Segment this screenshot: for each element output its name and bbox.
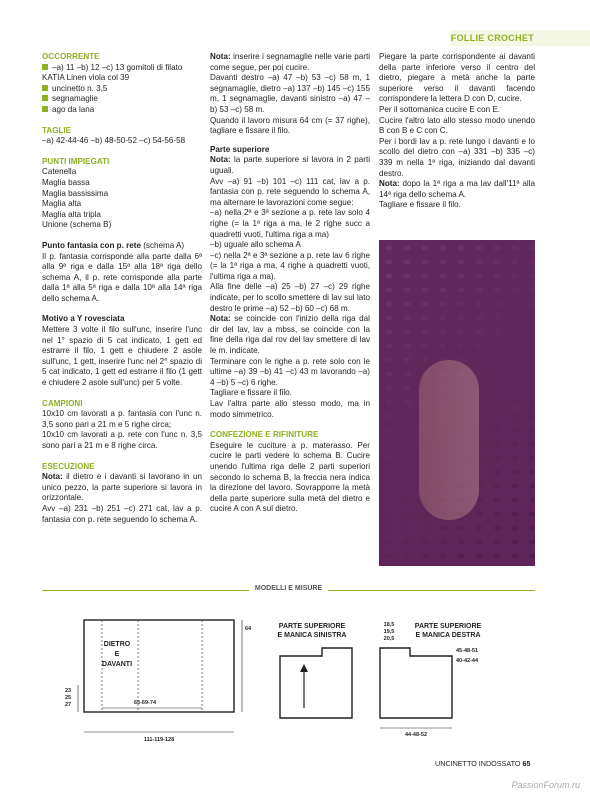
- body-text: Per i bordi lav a p. rete lungo i davanti e lo scollo del dietro con –a) 331 –b) 335 –c) 339 m nella 1ª riga, iniziando dal davanti destro.: [379, 136, 535, 178]
- body-text: Alla fine delle –a) 25 –b) 27 –c) 29 righe indicate, per lo scollo smettere di lav sul lato destro le prime –a) 52 –b) 60 –c) 68 m.: [210, 282, 370, 313]
- left-label-3: DAVANTI: [101, 661, 133, 668]
- mid-label-1: PARTE SUPERIORE: [278, 623, 346, 630]
- diagram-svg: [42, 610, 535, 745]
- punti-item: Maglia alta: [42, 199, 82, 209]
- right-bottom-label: 44-48-52: [404, 732, 428, 738]
- body-text: Cucire l'altro lato allo stesso modo unendo B con B e C con C.: [379, 115, 535, 136]
- occorrente-line: KATIA Linen viola col 39: [42, 73, 130, 83]
- body-text: Lav l'altra parte allo stesso modo, ma in modo simmetrico.: [210, 399, 370, 419]
- arrow-head-icon: [300, 664, 308, 672]
- right-sleeve-outline: [380, 648, 452, 718]
- body-text: Per il sottomanica cucire E con E.: [379, 104, 501, 114]
- body-text: Tagliare e fissare il filo.: [210, 388, 292, 398]
- confezione-text: Eseguire le cuciture a p. materasso. Per cucire le parti vedere lo schema B. Cucire unendo l'ultima riga delle 2 parti superiori secondo lo schema B, la freccia nera indica la direzione del lavoro. Sovrapporre la metà della parte superiore sulla metà del dietro e cucire A con A sul dietro.: [210, 440, 370, 514]
- nota-text: Nota: la parte superiore si lavora in 2 parti uguali.: [210, 155, 370, 175]
- column-3: [379, 52, 535, 211]
- fantasia-heading: Punto fantasia con p. rete (schema A): [42, 240, 185, 250]
- right-top-b: 19,5: [383, 629, 395, 635]
- occorrente-line: –a) 11 –b) 12 –c) 13 gomitoli di filato: [42, 63, 202, 74]
- occorrente-line: ago da lana: [42, 105, 202, 116]
- occorrente-title: OCCORRENTE: [42, 52, 100, 61]
- campioni-text: 10x10 cm lavorati a p. rete con l'unc n. 3,5 sono pari a 21 m e 8 righe circa.: [42, 430, 202, 450]
- side-label-a: 23: [64, 688, 72, 694]
- measurement-diagram: [42, 610, 535, 745]
- arm-shape: [419, 360, 479, 520]
- fantasia-text: Il p. fantasia corrisponde alla parte dalla 6ª alla 9ª riga e dalla 15ª alla 18ª riga dello schema A, il p. rete corrisponde alla parte dalla 1ª alla 5ª riga e dalla 10ª alla 14ª riga dello schema A.: [42, 251, 202, 303]
- watermark: PassionForum.ru: [511, 780, 580, 790]
- bullet-icon: [42, 95, 48, 101]
- body-text: Quando il lavoro misura 64 cm (= 37 righe), tagliare e fissare il filo.: [210, 115, 370, 136]
- right-label-2: E MANICA DESTRA: [415, 632, 481, 639]
- section-tag: FOLLIE CROCHET: [450, 30, 590, 46]
- motivo-text: Mettere 3 volte il filo sull'unc, inserire l'unc nel 1° spazio di 5 cat indicato, 1 gett ed estrarre il filo, 1 gett e chiudere 2 asole sull'unc, 1 gett, inserire l'unc nel 2° spazio di 5 cat indicato, 1 gett ed estrarre il filo (1 gett e chiudere 2 asole sull'unc) per 5 volte.: [42, 325, 202, 388]
- bullet-icon: [42, 85, 48, 91]
- body-text: Davanti destro –a) 47 –b) 53 –c) 58 m, 1 segnamaglie, dietro –a) 137 –b) 145 –c) 155 m, 1 segnamaglie, davanti sinistro –a) 47 –b) 53 –c) 58 m.: [210, 73, 370, 114]
- occorrente-line: segnamaglie: [42, 94, 202, 105]
- nota-text: Nota: dopo la 1ª riga a ma lav dall'11ª alla 14ª riga dello schema A.: [379, 179, 535, 199]
- side-label-b: 25: [64, 695, 72, 701]
- diagram-title-bar: [42, 585, 535, 603]
- footer: [435, 759, 530, 768]
- left-label-2: E: [114, 651, 120, 658]
- occorrente-line: uncinetto n. 3,5: [42, 84, 202, 95]
- body-text: Tagliare e fissare il filo.: [379, 200, 461, 210]
- nota-text: Nota: inserire i segnamaglie nelle varie parti come segue, per poi cucire.: [210, 52, 370, 72]
- body-text: Avv –a) 91 –b) 101 –c) 111 cat, lav a p. fantasia con p. rete seguendo lo schema A, ma alternare le lavorazioni come segue:: [210, 176, 370, 207]
- body-text: –c) nella 2ª e 3ª sezione a p. rete lav 6 righe (= la 1ª riga a ma, 4 righe a quadretti vuoti, l'ultima riga a ma).: [210, 250, 370, 281]
- right-side-1: 45-48-51: [456, 648, 479, 654]
- bullet-icon: [42, 106, 48, 112]
- punti-item: Maglia bassa: [42, 177, 90, 187]
- body-text: Piegare la parte corrispondente ai davanti della parte inferiore verso il centro del dietro, piegare a metà anche la parte superiore verso il davanti facendo corrispondere la lettera D con D, cucire.: [379, 52, 535, 104]
- body-text: –b) uguale allo schema A: [210, 240, 301, 250]
- magazine-name: UNCINETTO INDOSSATO: [435, 759, 521, 768]
- superiore-heading: Parte superiore: [210, 144, 270, 154]
- punti-item: Unione (schema B): [42, 220, 112, 230]
- bottom-width-label: 111-119-128: [143, 737, 175, 743]
- nota-text: Nota: se coincide con l'inizio della riga dal dir del lav, lav a mbss, se coincide con la fine della riga dal rov del lav smettere di lav le m. indicate.: [210, 314, 370, 356]
- column-1: [42, 52, 202, 525]
- confezione-title: CONFEZIONE E RIFINITURE: [210, 430, 319, 440]
- right-side-2: 40-42-44: [456, 658, 479, 664]
- inner-width-label: 65-69-74: [133, 700, 157, 706]
- left-sleeve-outline: [280, 648, 352, 718]
- taglie-text: –a) 42-44-46 –b) 48-50-52 –c) 54-56-58: [42, 136, 186, 146]
- esecuzione-note: Nota: il dietro e i davanti si lavorano in un unico pezzo, la parte superiore si lavora in orizzontale.: [42, 472, 202, 503]
- diagram-title: MODELLI E MISURE: [249, 585, 328, 592]
- punti-title: PUNTI IMPIEGATI: [42, 156, 110, 166]
- right-label-1: PARTE SUPERIORE: [414, 623, 482, 630]
- mid-label-2: E MANICA SINISTRA: [277, 632, 347, 639]
- campioni-text: 10x10 cm lavorati a p. fantasia con l'unc n. 3,5 sono pari a 21 m e 5 righe circa;: [42, 409, 202, 429]
- punti-item: Maglia alta tripla: [42, 209, 101, 219]
- punti-item: Catenella: [42, 167, 77, 177]
- motivo-heading: Motivo a Y rovesciata: [42, 314, 125, 324]
- body-text: Terminare con le righe a p. rete solo con le ultime –a) 39 –b) 41 –c) 43 m lavorando –a) 4 –b) 5 –c) 6 righe.: [210, 356, 370, 387]
- height-label: 64: [245, 626, 252, 632]
- punti-item: Maglia bassissima: [42, 188, 109, 198]
- column-2: [210, 52, 370, 515]
- esecuzione-title: ESECUZIONE: [42, 461, 95, 471]
- right-top-c: 20,5: [383, 636, 395, 642]
- campioni-title: CAMPIONI: [42, 398, 83, 408]
- right-top-a: 18,5: [383, 622, 395, 628]
- left-label-1: DIETRO: [103, 641, 131, 648]
- side-label-c: 27: [64, 702, 72, 708]
- esecuzione-text: Avv –a) 231 –b) 251 –c) 271 cat, lav a p. fantasia con p. rete seguendo lo schema A.: [42, 503, 202, 524]
- garment-photo: [379, 240, 535, 566]
- taglie-title: TAGLIE: [42, 125, 72, 135]
- bullet-icon: [42, 64, 48, 70]
- body-text: –a) nella 2ª e 3ª sezione a p. rete lav solo 4 righe (= la 1ª riga a ma, le 2 righe succ a quadretti vuoti, l'ultima riga a ma): [210, 208, 370, 239]
- page-number: 65: [522, 759, 531, 768]
